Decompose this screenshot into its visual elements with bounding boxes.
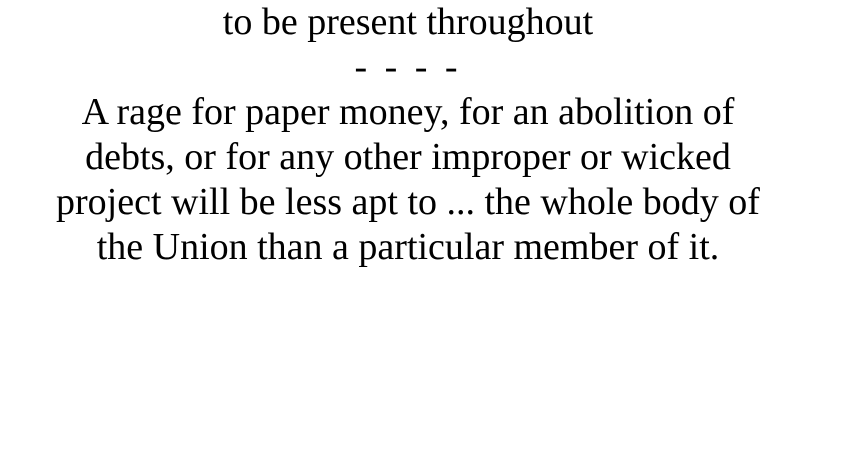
quote-line-3: project will be less apt to ... the whole body of: [56, 181, 760, 223]
quote-line-1: A rage for paper money, for an abolition of: [81, 91, 735, 133]
separator-line: - - - -: [354, 46, 462, 88]
quote-line-4: the Union than a particular member of it.: [96, 226, 720, 268]
heading-line: to be present throughout: [222, 1, 594, 43]
quote-line-2: debts, or for any other improper or wicked: [85, 136, 731, 178]
